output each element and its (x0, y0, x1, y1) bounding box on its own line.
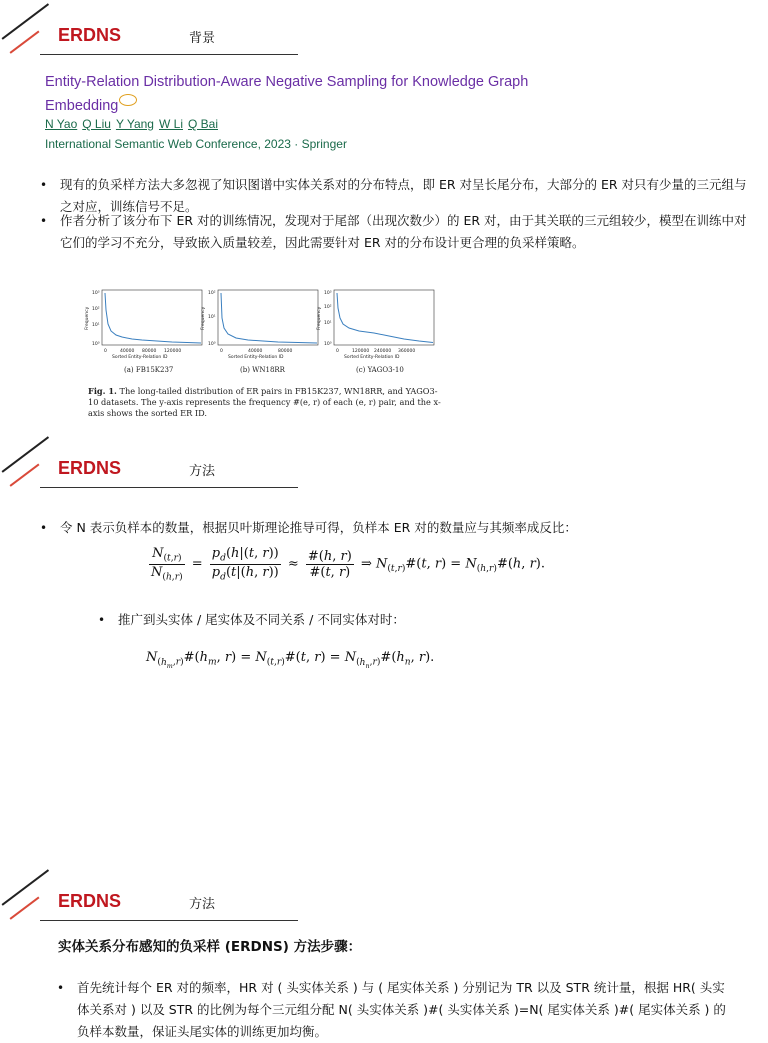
author-link[interactable]: Y Yang (115, 117, 154, 131)
svg-text:240000: 240000 (374, 349, 392, 354)
svg-text:40000: 40000 (248, 349, 263, 354)
svg-text:Sorted Entity-Relation ID: Sorted Entity-Relation ID (228, 355, 284, 360)
svg-text:10⁰: 10⁰ (92, 342, 100, 347)
author-link[interactable]: Q Liu (82, 117, 111, 131)
bullet-text: 首先统计每个 ER 对的频率，HR 对 ( 头实体关系 ) 与 ( 尾实体关系 ) 分别记为 TR 以及 STR 统计量，根据 HR( 头实体关系对 ) 以及 STR 的比例为每个三元组分配 N( 头实体关系 )#( 头实体关系 )=N( 尾实体关系 )#( 尾实体关系 ) 的负样本数量，保证头尾实体的训练更加均衡。 (77, 980, 726, 1039)
equation-ratio: $\frac{N_{(t,r)}}{N_{(h,r)}}$ = $\frac{p_d(h|(t, r))}{p_d(t|(h, r))}$ ≈ $\frac{\#(h, r)}{\#(t, r)}$ ⇒ $N_{(t,r)}\#(t$, $r) = N_{(h,r)}\#(h$, r). (151, 546, 545, 583)
svg-text:0: 0 (220, 349, 223, 354)
bullet-item (40, 517, 750, 539)
panel-b-label: (b) WN18RR (240, 366, 285, 374)
pdf-link-icon[interactable] (119, 94, 137, 106)
paper-venue: International Semantic Web Conference, 2023 · Springer (45, 137, 347, 151)
slide2-header (0, 433, 300, 493)
slide2-subtitle: 方法 (189, 464, 216, 479)
bullet-dot: • (40, 214, 48, 228)
slide1-title: ERDNS (58, 25, 122, 45)
svg-text:10¹: 10¹ (92, 323, 100, 328)
author-link[interactable]: Q Bai (187, 117, 218, 131)
decorative-slash-dark (2, 436, 49, 472)
slide1-header-rule (40, 54, 298, 55)
svg-text:10⁰: 10⁰ (208, 342, 216, 347)
svg-text:10¹: 10¹ (208, 315, 216, 320)
svg-text:Frequency: Frequency (201, 306, 206, 330)
plot-panel-b (200, 290, 318, 374)
paper-title[interactable] (45, 70, 605, 118)
figure-caption (88, 386, 446, 419)
bullet-dot: • (40, 521, 48, 535)
decorative-slash-dark (2, 3, 49, 39)
decorative-slash-red (10, 463, 40, 486)
svg-text:10³: 10³ (324, 291, 332, 296)
bullet-text: 作者分析了该分布下 ER 对的训练情况，发现对于尾部（出现次数少）的 ER 对，由于其关联的三元组较少，模型在训练中对它们的学习不充分，导致嵌入质量较差，因此需要针对 ER 对的分布设计更合理的负采样策略。 (60, 213, 747, 250)
svg-text:360000: 360000 (398, 349, 416, 354)
author-link[interactable]: W Li (158, 117, 183, 131)
paper-title-text[interactable]: Entity-Relation Distribution-Aware Negative Sampling for Knowledge Graph Embedding (45, 74, 529, 114)
equation-generalized: $N_{(h_m,r)}\#(h_m$, $r) = N_{(t,r)}\#(t$, $r) = N_{(h_n,r)}\#(h_n$, r). (146, 650, 435, 670)
bullet-text: 现有的负采样方法大多忽视了知识图谱中实体关系对的分布特点，即 ER 对呈长尾分布，大部分的 ER 对只有少量的三元组与之对应，训练信号不足。 (60, 177, 747, 214)
slide3-header (0, 866, 300, 926)
svg-text:10²: 10² (92, 307, 100, 312)
svg-text:Frequency: Frequency (85, 306, 90, 330)
slide3-header-rule (40, 920, 298, 921)
long-tail-plots (85, 282, 448, 380)
bullet-dot: • (57, 981, 65, 995)
svg-text:10³: 10³ (92, 291, 100, 296)
svg-text:Sorted Entity-Relation ID: Sorted Entity-Relation ID (112, 355, 168, 360)
slide3-title: ERDNS (58, 891, 122, 911)
bullet-item (57, 977, 737, 1043)
bullet-item (40, 210, 750, 254)
slide1-header (0, 0, 300, 60)
slide2-title: ERDNS (58, 458, 122, 478)
bullet-dot: • (98, 613, 106, 627)
author-link[interactable]: N Yao (45, 117, 78, 131)
svg-text:10²: 10² (208, 291, 216, 296)
figure-caption-text: The long-tailed distribution of ER pairs in FB15K237, WN18RR, and YAGO3-10 datasets. The y-axis represents the frequency #(e, r) of each (e, r) pair, and the x-axis shows the sorted ER ID. (88, 386, 441, 418)
decorative-slash-red (10, 30, 40, 53)
slide1-subtitle: 背景 (189, 31, 216, 46)
panel-a-label: (a) FB15K237 (124, 366, 174, 374)
svg-text:80000: 80000 (142, 349, 157, 354)
section-heading: 实体关系分布感知的负采样 (ERDNS) 方法步骤： (58, 939, 362, 955)
plot-panel-c (316, 290, 434, 374)
svg-text:120000: 120000 (352, 349, 370, 354)
paper-authors (45, 117, 223, 131)
svg-text:120000: 120000 (164, 349, 182, 354)
slide3-subtitle: 方法 (189, 897, 216, 912)
bullet-dot: • (40, 178, 48, 192)
slide2-header-rule (40, 487, 298, 488)
svg-text:10²: 10² (324, 305, 332, 310)
svg-text:0: 0 (104, 349, 107, 354)
decorative-slash-dark (2, 869, 49, 905)
bullet-text: 推广到头实体 / 尾实体及不同关系 / 不同实体对时： (118, 612, 405, 627)
svg-text:0: 0 (336, 349, 339, 354)
svg-text:Sorted Entity-Relation ID: Sorted Entity-Relation ID (344, 355, 400, 360)
svg-text:Frequency: Frequency (317, 306, 322, 330)
long-tail-figure (85, 282, 448, 428)
svg-text:40000: 40000 (120, 349, 135, 354)
svg-text:10⁰: 10⁰ (324, 342, 332, 347)
svg-text:10¹: 10¹ (324, 321, 332, 326)
plot-panel-a (84, 290, 202, 374)
svg-text:80000: 80000 (278, 349, 293, 354)
figure-caption-label: Fig. 1. (88, 386, 117, 396)
decorative-slash-red (10, 896, 40, 919)
bullet-item (98, 609, 738, 631)
panel-c-label: (c) YAGO3-10 (356, 366, 404, 374)
bullet-text: 令 N 表示负样本的数量，根据贝叶斯理论推导可得，负样本 ER 对的数量应与其频率成反比： (60, 520, 577, 535)
